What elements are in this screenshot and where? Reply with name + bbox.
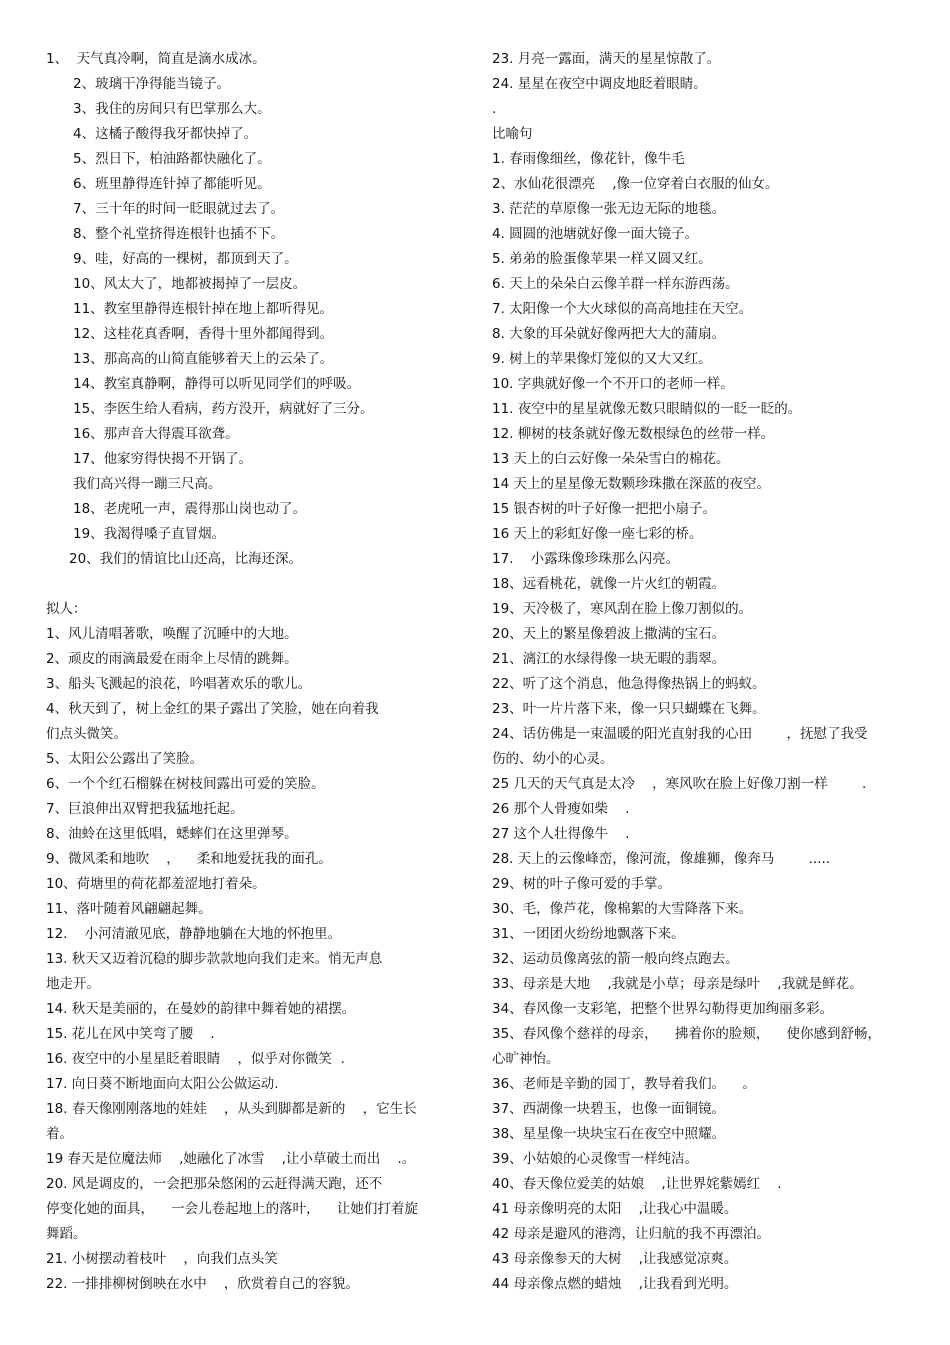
metaphor-line: 伤的、幼小的心灵。 bbox=[492, 751, 614, 767]
exaggeration-line: 6、班里静得连针掉了都能听见。 bbox=[73, 176, 271, 192]
metaphor-line: 20、天上的繁星像碧波上撒满的宝石。 bbox=[492, 626, 726, 642]
exaggeration-line: 7、三十年的时间一眨眼就过去了。 bbox=[73, 201, 285, 217]
exaggeration-line: 19、我渴得嗓子直冒烟。 bbox=[73, 526, 226, 542]
metaphor-line: 25 几天的天气真是太冷 ，寒风吹在脸上好像刀割一样 . bbox=[492, 776, 867, 792]
metaphor-line: 10. 字典就好像一个不开口的老师一样。 bbox=[492, 376, 734, 392]
personification-line: 10、荷塘里的荷花都羞涩地打着朵。 bbox=[46, 876, 266, 892]
exaggeration-line: 16、那声音大得震耳欲聋。 bbox=[73, 426, 239, 442]
personification-line: 地走开。 bbox=[46, 976, 100, 992]
metaphor-line: 16 天上的彩虹好像一座七彩的桥。 bbox=[492, 526, 703, 542]
metaphor-line: 29、树的叶子像可爱的手掌。 bbox=[492, 876, 672, 892]
metaphor-line: 41 母亲像明亮的太阳 ,让我心中温暖。 bbox=[492, 1201, 738, 1217]
personification-line: 11、落叶随着风翩翩起舞。 bbox=[46, 901, 212, 917]
metaphor-line: 9. 树上的苹果像灯笼似的又大又红。 bbox=[492, 351, 712, 367]
metaphor-line: 18、远看桃花，就像一片火红的朝霞。 bbox=[492, 576, 726, 592]
metaphor-line: 17. 小露珠像珍珠那么闪亮。 bbox=[492, 551, 680, 567]
exaggeration-line: 5、烈日下，柏油路都快融化了。 bbox=[73, 151, 271, 167]
metaphor-line: 26 那个人骨瘦如柴 . bbox=[492, 801, 630, 817]
personification-line: 21. 小树摆动着枝叶 ，向我们点头笑 bbox=[46, 1251, 278, 1267]
exaggeration-line: 10、风太大了，地都被揭掉了一层皮。 bbox=[73, 276, 307, 292]
metaphor-line: 30、毛，像芦花，像棉絮的大雪降落下来。 bbox=[492, 901, 753, 917]
personification-line: 12. 小河清澈见底，静静地躺在大地的怀抱里。 bbox=[46, 926, 342, 942]
metaphor-line: 12. 柳树的枝条就好像无数根绿色的丝带一样。 bbox=[492, 426, 775, 442]
exaggeration-line: 1、 天气真冷啊，简直是滴水成冰。 bbox=[46, 51, 266, 67]
metaphor-line: 43 母亲像参天的大树 ,让我感觉凉爽。 bbox=[492, 1251, 738, 1267]
exaggeration-line: 20、我们的情谊比山还高，比海还深。 bbox=[69, 551, 303, 567]
section-heading-personification: 拟人： bbox=[46, 601, 87, 617]
metaphor-line: 27 这个人壮得像牛 . bbox=[492, 826, 630, 842]
exaggeration-line: 9、哇，好高的一棵树，都顶到天了。 bbox=[73, 251, 298, 267]
personification-line: 6、一个个红石榴躲在树枝间露出可爱的笑脸。 bbox=[46, 776, 325, 792]
personification-line: 16. 夜空中的小星星眨着眼睛 ，似乎对你微笑 . bbox=[46, 1051, 345, 1067]
exaggeration-line: 3、我住的房间只有巴掌那么大。 bbox=[73, 101, 271, 117]
metaphor-line: 36、老师是辛勤的园丁，教导着我们。 。 bbox=[492, 1076, 756, 1092]
personification-line: 15. 花儿在风中笑弯了腰 . bbox=[46, 1026, 215, 1042]
metaphor-line: 42 母亲是避风的港湾，让归航的我不再漂泊。 bbox=[492, 1226, 770, 1242]
metaphor-line: 4. 圆圆的池塘就好像一面大镜子。 bbox=[492, 226, 699, 242]
personification-line: 14. 秋天是美丽的，在曼妙的韵律中舞着她的裙摆。 bbox=[46, 1001, 356, 1017]
metaphor-line: 14 天上的星星像无数颗珍珠撒在深蓝的夜空。 bbox=[492, 476, 770, 492]
personification-line: 着。 bbox=[46, 1126, 73, 1142]
metaphor-line: 11. 夜空中的星星就像无数只眼睛似的一眨一眨的。 bbox=[492, 401, 802, 417]
separator-dot: . bbox=[492, 101, 497, 117]
metaphor-line: 6. 天上的朵朵白云像羊群一样东游西荡。 bbox=[492, 276, 739, 292]
metaphor-line: 7. 太阳像一个大火球似的高高地挂在天空。 bbox=[492, 301, 753, 317]
exaggeration-line: 8、整个礼堂挤得连根针也插不下。 bbox=[73, 226, 285, 242]
metaphor-line: 37、西湖像一块碧玉，也像一面铜镜。 bbox=[492, 1101, 726, 1117]
personification-line: 4、秋天到了，树上金红的果子露出了笑脸，她在向着我 bbox=[46, 701, 379, 717]
metaphor-line: 2、水仙花很漂亮 ,像一位穿着白衣服的仙女。 bbox=[492, 176, 779, 192]
metaphor-line: 33、母亲是大地 ,我就是小草；母亲是绿叶 ,我就是鲜花。 bbox=[492, 976, 863, 992]
metaphor-line: 15 银杏树的叶子好像一把把小扇子。 bbox=[492, 501, 716, 517]
metaphor-line: 1. 春雨像细丝，像花针，像牛毛 bbox=[492, 151, 685, 167]
personification-line: 7、巨浪伸出双臂把我猛地托起。 bbox=[46, 801, 244, 817]
metaphor-line: 32、运动员像离弦的箭一般向终点跑去。 bbox=[492, 951, 739, 967]
personification-line: 3、船头飞溅起的浪花，吟唱著欢乐的歌儿。 bbox=[46, 676, 312, 692]
personification-line: 2、顽皮的雨滴最爱在雨伞上尽情的跳舞。 bbox=[46, 651, 298, 667]
personification-line: 5、太阳公公露出了笑脸。 bbox=[46, 751, 204, 767]
exaggeration-line: 12、这桂花真香啊，香得十里外都闻得到。 bbox=[73, 326, 334, 342]
personification-line: 23. 月亮一露面，满天的星星惊散了。 bbox=[492, 51, 721, 67]
personification-line: 9、微风柔和地吹 ， 柔和地爱抚我的面孔。 bbox=[46, 851, 332, 867]
metaphor-line: 38、星星像一块块宝石在夜空中照耀。 bbox=[492, 1126, 726, 1142]
personification-line: 18. 春天像刚刚落地的娃娃 ，从头到脚都是新的 ，它生长 bbox=[46, 1101, 417, 1117]
metaphor-line: 心旷神怡。 bbox=[492, 1051, 560, 1067]
personification-line: 1、风儿清唱著歌，唤醒了沉睡中的大地。 bbox=[46, 626, 298, 642]
exaggeration-line: 17、他家穷得快揭不开锅了。 bbox=[73, 451, 253, 467]
personification-line: 20. 风是调皮的，一会把那朵悠闲的云赶得满天跑，还不 bbox=[46, 1176, 383, 1192]
metaphor-line: 31、一团团火纷纷地飘落下来。 bbox=[492, 926, 685, 942]
personification-line: 舞蹈。 bbox=[46, 1226, 87, 1242]
metaphor-line: 39、小姑娘的心灵像雪一样纯洁。 bbox=[492, 1151, 699, 1167]
metaphor-line: 8. 大象的耳朵就好像两把大大的蒲扇。 bbox=[492, 326, 726, 342]
metaphor-line: 13 天上的白云好像一朵朵雪白的棉花。 bbox=[492, 451, 730, 467]
exaggeration-line: 2、玻璃干净得能当镜子。 bbox=[73, 76, 231, 92]
right-column bbox=[492, 47, 902, 1297]
personification-line: 们点头微笑。 bbox=[46, 726, 127, 742]
personification-line: 24. 星星在夜空中调皮地眨着眼睛。 bbox=[492, 76, 707, 92]
metaphor-line: 19、天冷极了，寒风刮在脸上像刀割似的。 bbox=[492, 601, 753, 617]
spacer bbox=[46, 572, 456, 597]
personification-line: 停变化她的面具， 一会儿卷起地上的落叶， 让她们打着旋 bbox=[46, 1201, 418, 1217]
left-column bbox=[46, 47, 456, 1297]
exaggeration-line: 13、那高高的山简直能够着天上的云朵了。 bbox=[73, 351, 334, 367]
metaphor-line: 35、春风像个慈祥的母亲， 拂着你的脸颊， 使你感到舒畅， bbox=[492, 1026, 882, 1042]
personification-line: 8、油蛉在这里低唱，蟋蟀们在这里弹琴。 bbox=[46, 826, 298, 842]
metaphor-line: 23、叶一片片落下来，像一只只蝴蝶在飞舞。 bbox=[492, 701, 766, 717]
exaggeration-line: 18、老虎吼一声，震得那山岗也动了。 bbox=[73, 501, 307, 517]
metaphor-line: 40、春天像位爱美的姑娘 ,让世界姹紫嫣红 . bbox=[492, 1176, 782, 1192]
exaggeration-line: 15、李医生给人看病，药方没开，病就好了三分。 bbox=[73, 401, 374, 417]
metaphor-line: 5. 弟弟的脸蛋像苹果一样又圆又红。 bbox=[492, 251, 712, 267]
metaphor-line: 3. 茫茫的草原像一张无边无际的地毯。 bbox=[492, 201, 726, 217]
metaphor-line: 44 母亲像点燃的蜡烛 ,让我看到光明。 bbox=[492, 1276, 738, 1292]
personification-line: 19 春天是位魔法师 ,她融化了冰雪 ,让小草破土而出 .。 bbox=[46, 1151, 416, 1167]
exaggeration-line: 我们高兴得一蹦三尺高。 bbox=[73, 476, 222, 492]
exaggeration-line: 14、教室真静啊，静得可以听见同学们的呼吸。 bbox=[73, 376, 361, 392]
exaggeration-line: 4、这橘子酸得我牙都快掉了。 bbox=[73, 126, 258, 142]
exaggeration-line: 11、教室里静得连根针掉在地上都听得见。 bbox=[73, 301, 334, 317]
metaphor-line: 21、漓江的水绿得像一块无暇的翡翠。 bbox=[492, 651, 726, 667]
metaphor-line: 22、听了这个消息，他急得像热锅上的蚂蚁。 bbox=[492, 676, 766, 692]
personification-line: 22. 一排排柳树倒映在水中 ，欣赏着自己的容貌。 bbox=[46, 1276, 359, 1292]
metaphor-line: 28. 天上的云像峰峦，像河流，像雄狮，像奔马 ..... bbox=[492, 851, 831, 867]
metaphor-line: 24、话仿佛是一束温暖的阳光直射我的心田 ，抚慰了我受 bbox=[492, 726, 868, 742]
section-heading-metaphor: 比喻句 bbox=[492, 126, 533, 142]
personification-line: 17. 向日葵不断地面向太阳公公做运动. bbox=[46, 1076, 279, 1092]
personification-line: 13. 秋天又迈着沉稳的脚步款款地向我们走来。悄无声息 bbox=[46, 951, 383, 967]
metaphor-line: 34、春风像一支彩笔，把整个世界勾勒得更加绚丽多彩。 bbox=[492, 1001, 834, 1017]
